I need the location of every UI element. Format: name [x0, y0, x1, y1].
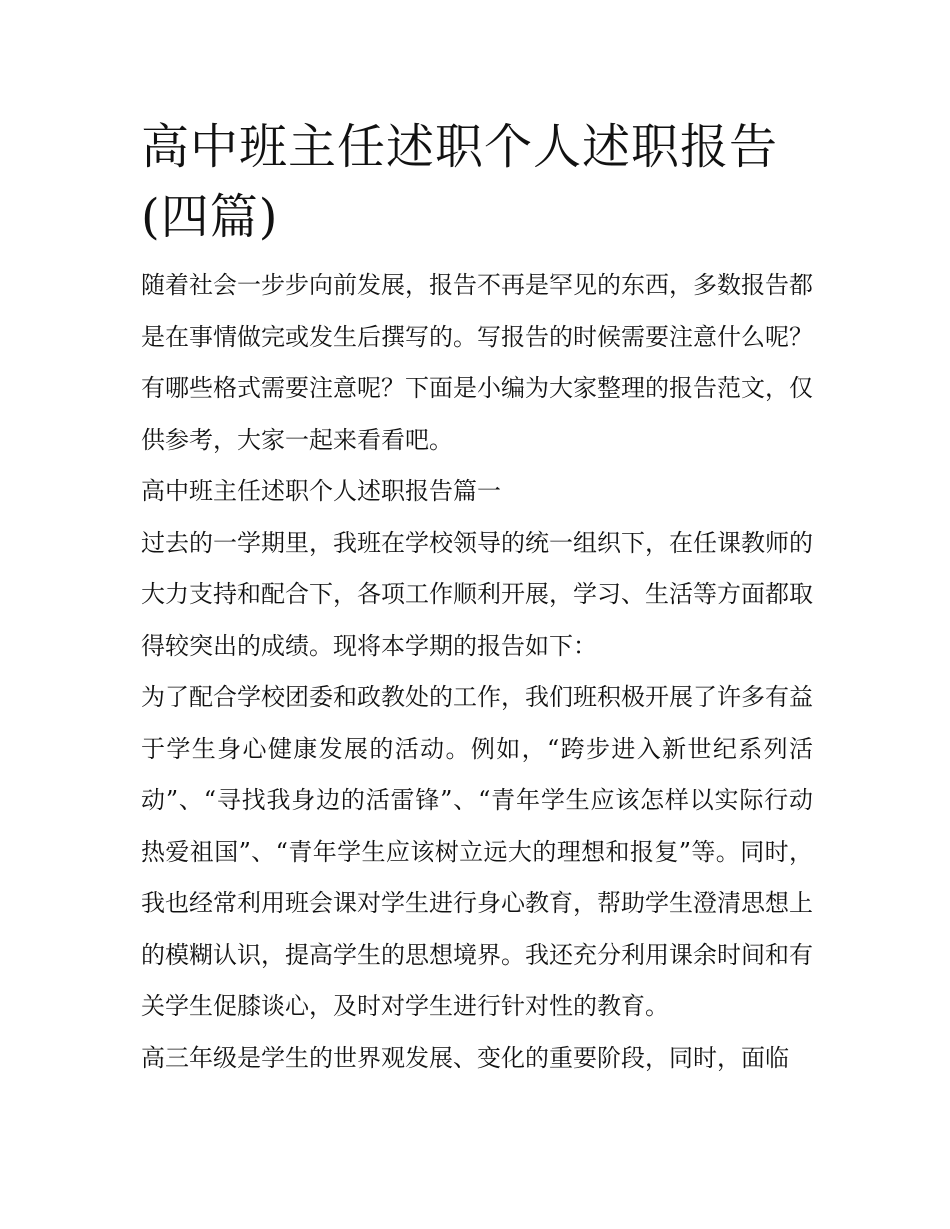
title-line-2: (四篇) [141, 189, 279, 245]
section-heading: 高中班主任述职个人述职报告篇一 [141, 477, 501, 505]
body-paragraph: 为了配合学校团委和政教处的工作，我们班积极开展了许多有益于学生身心健康发展的活动。例如，“跨步进入新世纪系列活动”、“寻找我身边的活雷锋”、“青年学生应该怎样以实际行动热爱祖国”、“青年学生应该树立远大的理想和报复”等。同时，我也经常利用班会课对学生进行身心教育，帮助学生澄清思想上的模糊认识，提高学生的思想境界。我还充分利用课余时间和有关学生促膝谈心，及时对学生进行针对性的教育。 [141, 683, 813, 1020]
document-body [141, 112, 813, 1084]
body-paragraph: 高三年级是学生的世界观发展、变化的重要阶段，同时，面临 [141, 1043, 789, 1072]
body-paragraph: 过去的一学期里，我班在学校领导的统一组织下，在任课教师的大力支持和配合下，各项工作顺利开展，学习、生活等方面都取得较突出的成绩。现将本学期的报告如下： [141, 528, 813, 660]
intro-paragraph: 随着社会一步步向前发展，报告不再是罕见的东西，多数报告都是在事情做完或发生后撰写的。写报告的时候需要注意什么呢？有哪些格式需要注意呢？下面是小编为大家整理的报告范文，仅供参考，大家一起来看看吧。 [141, 271, 813, 454]
title-line-1: 高中班主任述职个人述职报告 [141, 119, 779, 175]
document-title [141, 112, 813, 252]
